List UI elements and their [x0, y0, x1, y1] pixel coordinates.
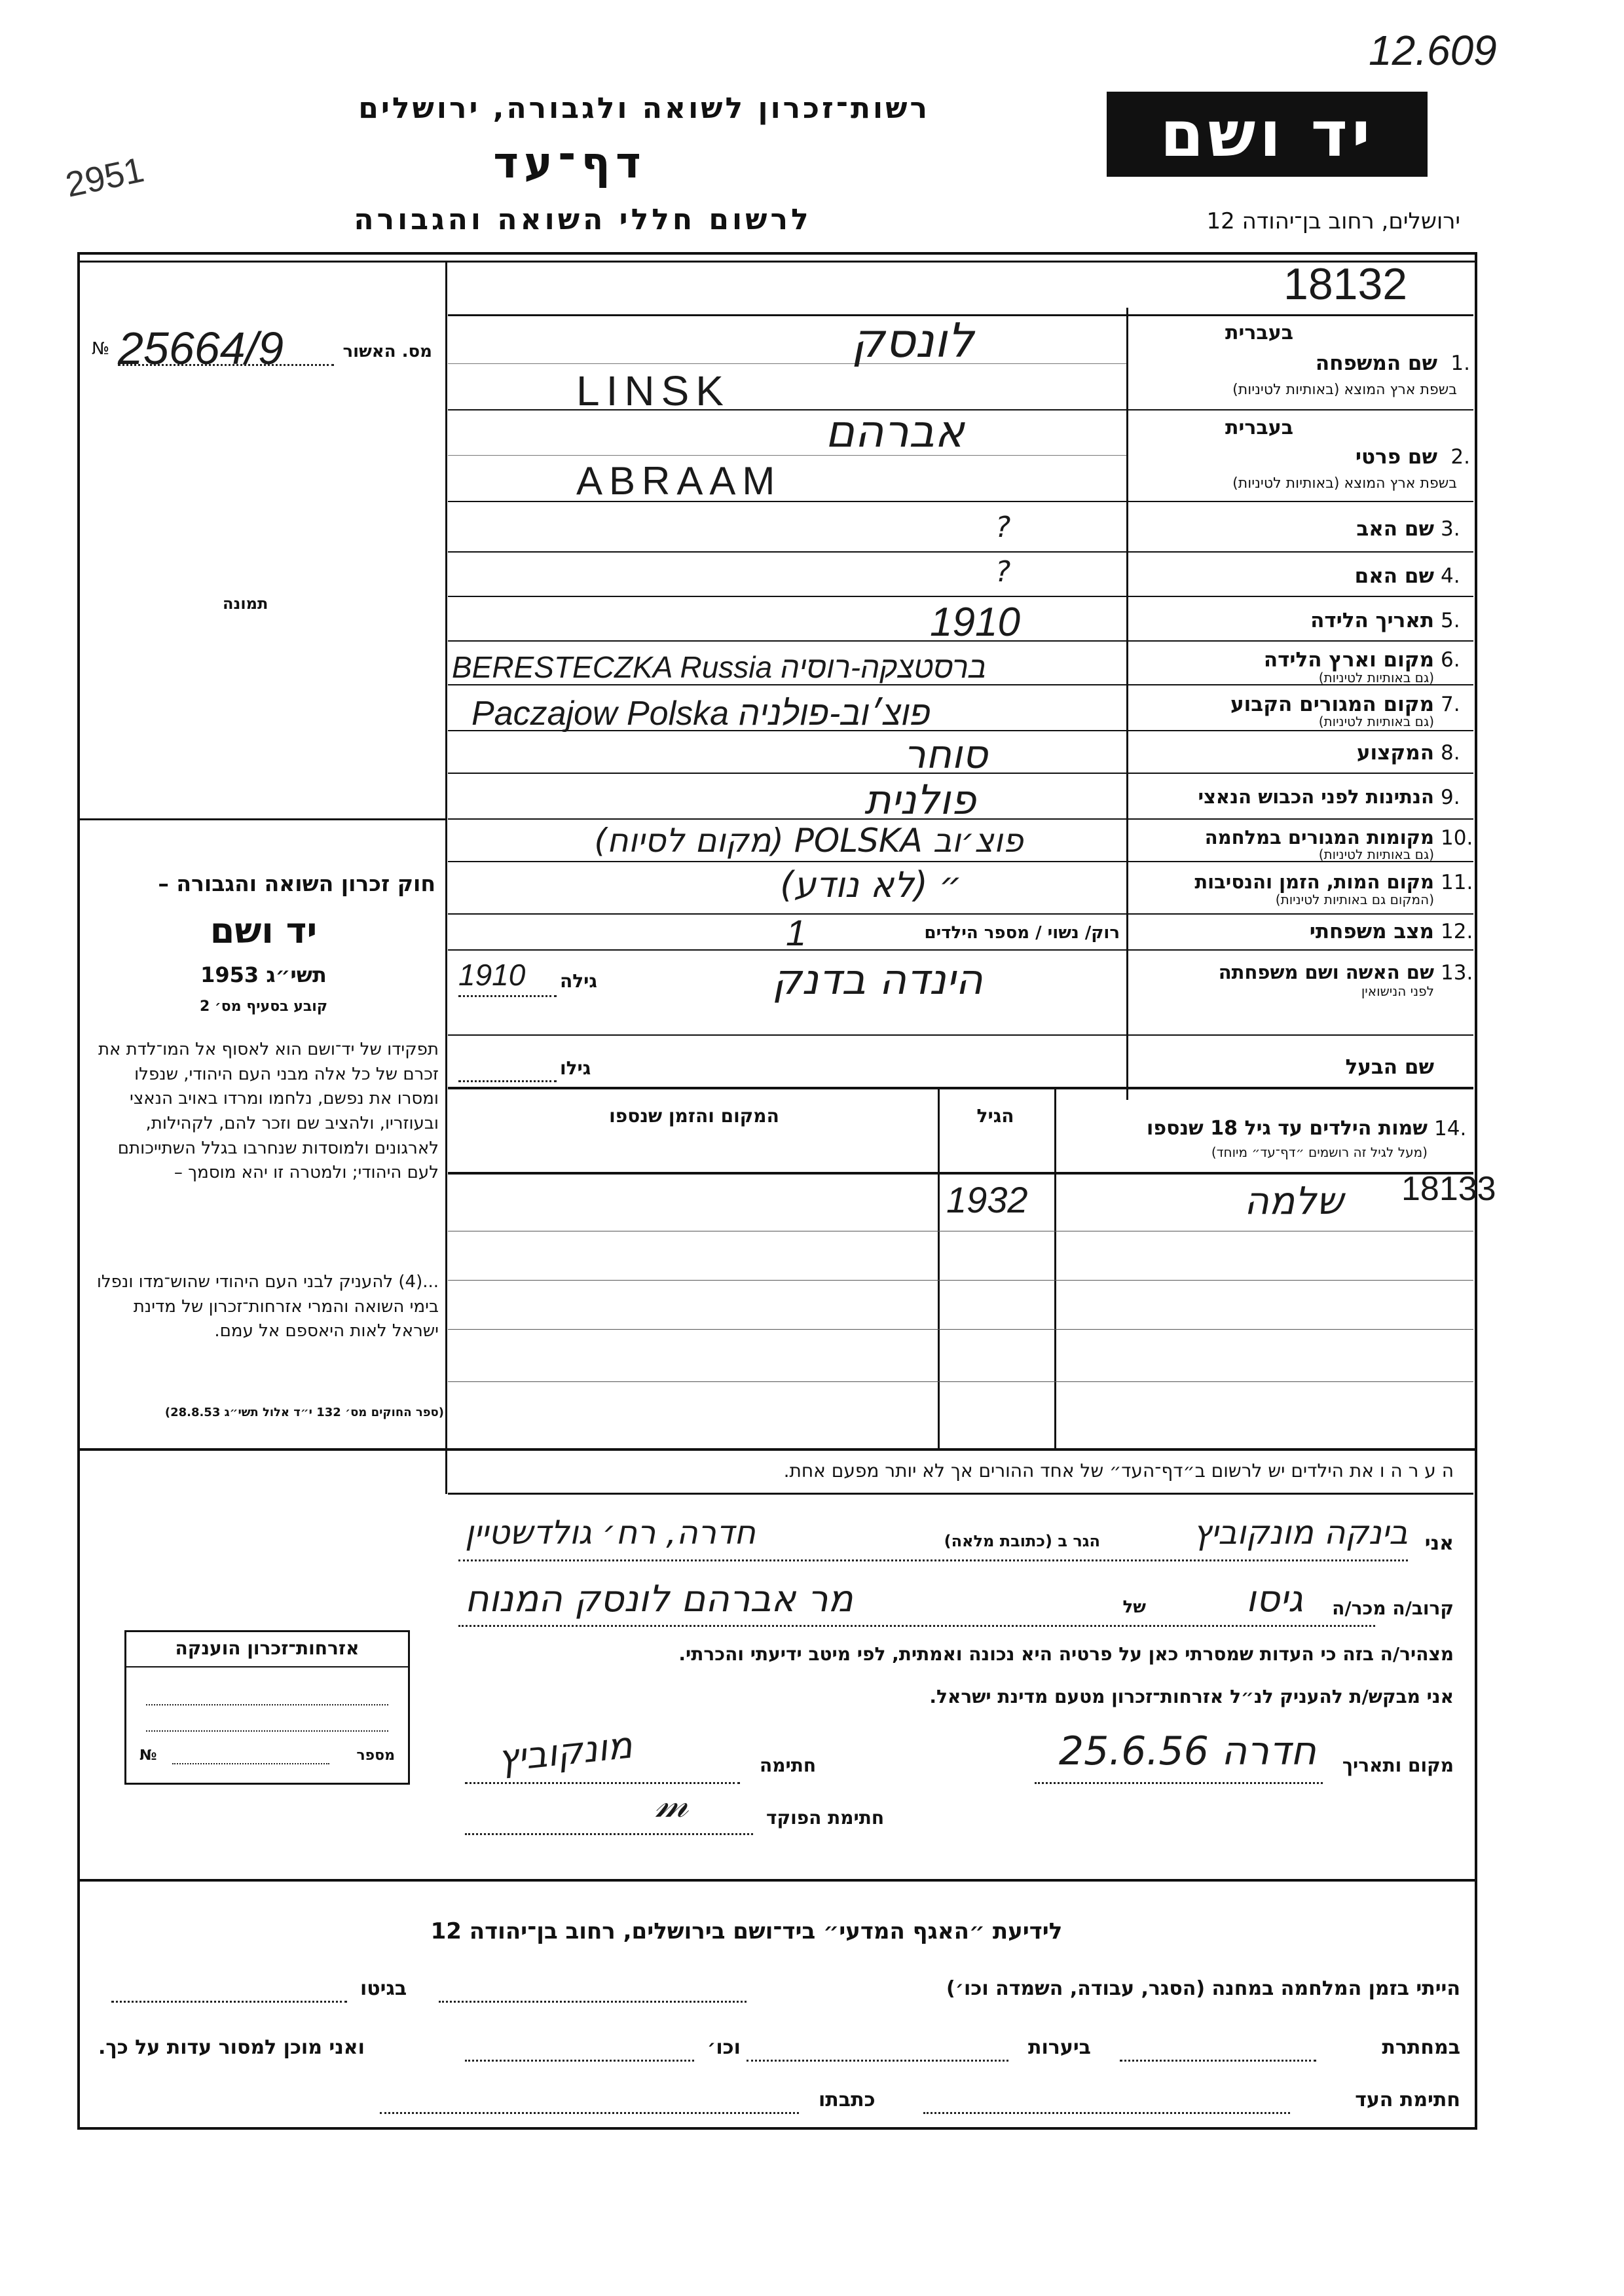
field-birth-place: מקום וארץ הלידה	[1263, 648, 1434, 672]
value-wartime-residence[interactable]: פוצ׳וב POLSKA (מקום לסיוח)	[594, 822, 1024, 860]
place-date-row	[458, 1724, 1454, 1787]
declarant-line-1	[458, 1514, 1454, 1565]
field-occupation: המקצוע	[1356, 741, 1434, 765]
field-father-name: שם האב	[1356, 517, 1434, 541]
margin-number: 2951	[62, 150, 148, 205]
sheet-number: 18132	[1283, 259, 1408, 309]
marital-status-options: רוק/ נשוי / מספר הילדים	[924, 923, 1120, 943]
law-reference: (ספר החוקים מס׳ 132 י״ד אלול תשי״ג 28.8.53)	[164, 1406, 444, 1419]
field-birth-date: תאריך הלידה	[1310, 609, 1434, 632]
approval-prefix: №	[92, 339, 110, 359]
field-citizenship: הנתינות לפני הכבוש הנאצי	[1198, 786, 1434, 808]
field-number: 8.	[1441, 741, 1460, 765]
field-number: 6.	[1441, 648, 1460, 672]
declarant-address-label: הגר ב (כתובת מלאה)	[944, 1532, 1100, 1550]
field-mother-name: שם האם	[1354, 564, 1434, 588]
footer-camp-label: הייתי בזמן המלחמה במחנה (הסגר, עבודה, השמדה וכו׳)	[946, 1977, 1460, 2000]
footer-forests-label: ביערות	[1028, 2036, 1091, 2059]
value-death-place[interactable]: ״ (לא נודע)	[780, 864, 962, 905]
logo-text: יד ושם	[1160, 98, 1375, 171]
signature-label: חתימה	[760, 1755, 817, 1776]
children-col-age: הגיל	[976, 1105, 1014, 1127]
value-birth-place[interactable]: BERESTECZKA Russia ברסטצקה-רוסיה	[452, 650, 987, 684]
citizenship-box	[124, 1630, 410, 1785]
field-permanent-residence: מקום המגורים הקבוע	[1230, 693, 1434, 716]
field-sublabel: (גם באותיות לטיניות)	[1318, 670, 1434, 685]
law-text-2: ...(4) להעניק לבני העם היהודי שהוש־מדו ונפלו בימי השואה והמרי אזרחות־זכרון של מדינת ישראל לאות היאספם אל עמם.	[96, 1272, 439, 1341]
law-title: חוק זכרון השואה והגבורה –	[158, 871, 435, 896]
place-date-value[interactable]: חדרה 25.6.56	[1058, 1728, 1316, 1774]
law-section: קובע בסעיף מס׳ 2	[199, 998, 328, 1015]
relation-value[interactable]: גיסו	[1246, 1578, 1303, 1620]
field-number: 7.	[1441, 693, 1460, 716]
approval-number: 25664/9	[118, 323, 284, 374]
field-sublabel: לפני הנישואין	[1361, 983, 1434, 999]
officer-signature-label: חתימת הפוקד	[766, 1807, 885, 1829]
declarant-address[interactable]: חדרה, רח׳ גולדשטיין	[465, 1514, 756, 1552]
deceased-name[interactable]: מר אברהם לונסק המנוח	[465, 1578, 853, 1620]
citizenship-box-title: אזרחות־זכרון הוענקה	[175, 1637, 360, 1659]
field-number: 10.	[1441, 826, 1473, 850]
field-family-name	[1130, 318, 1470, 409]
approval-row	[92, 323, 432, 374]
declaration-text: מצהיר/ה בזה כי העדות שמסרתי כאן על פרטיה היא נכונה ואמתית, לפי מיטב ידיעתי והכרתי.	[678, 1643, 1454, 1665]
value-permanent-residence[interactable]: Paczajow Polska פוצ׳וב-פולניה	[471, 695, 931, 733]
form-frame-top-inner	[77, 261, 1475, 263]
relation-of-label: של	[1122, 1597, 1146, 1617]
field-label: שם פרטי	[1355, 445, 1437, 469]
children-subtitle: (מעל לגיל זה רושמים ״דף־עד״ מיוחד)	[1211, 1144, 1428, 1160]
value-first-name-he[interactable]: אברהם	[825, 406, 965, 458]
value-occupation[interactable]: סוחר	[904, 732, 988, 778]
approval-label: מס. האשור	[342, 342, 432, 361]
field-first-name	[1130, 412, 1470, 501]
law-year: תשי״ג 1953	[200, 962, 327, 987]
field-lang: בעברית	[1225, 321, 1293, 344]
value-wife-age[interactable]: 1910	[458, 958, 526, 992]
value-children-count[interactable]: 1	[786, 912, 807, 953]
wife-age-label: גילה	[560, 970, 597, 992]
declarant-name[interactable]: בינקה מונקוביץ	[1193, 1514, 1408, 1552]
value-wife-name[interactable]: הינדה בדנק	[772, 956, 983, 1004]
field-number: 14.	[1434, 1117, 1467, 1140]
footer-line-3	[98, 2088, 1460, 2128]
officer-signature[interactable]: 𝓂	[655, 1781, 688, 1827]
footer-notice: לידיעת ״האגף המדעי״ ביד־ושם בירושלים, רחוב בן־יהודה 12	[430, 1918, 1063, 1944]
field-number: 3.	[1441, 517, 1460, 541]
law-text-1: תפקידו של יד־ושם הוא לאסוף אל המו־לדת את זכרם של כל אלה מבני העם היהודי, שנפלו ומסרו את נפשם, נלחמו ומרדו באויב הנאצי ובעוזריו, ולהציב שם וזכר להם, לקהילות, לארגונים ולמוסדות שנחרבו בגלל השתייכותם לעם היהודי; ולמטרה זו יהא מוסמך –	[98, 1040, 439, 1183]
field-sublabel: (גם באותיות לטיניות)	[1318, 847, 1434, 862]
yad-vashem-logo	[1107, 92, 1428, 177]
authority-title: רשות־זכרון לשואה ולגבורה, ירושלים	[358, 92, 930, 125]
footer-line-1	[98, 1971, 1460, 2010]
footer-underground-label: במחתרת	[1382, 2036, 1460, 2059]
photo-label: תמונה	[223, 594, 268, 613]
field-label: שם המשפחה	[1315, 352, 1437, 375]
footer-witness-signature-label: חתימת העד	[1355, 2088, 1460, 2111]
footer-address-label: כתבתו	[819, 2088, 876, 2111]
footer-etc-label: וכו׳	[707, 2036, 741, 2059]
field-marital-status: מצב משפחתי	[1309, 920, 1434, 943]
field-husband-name: שם הבעל	[1345, 1055, 1434, 1079]
field-number: 1.	[1450, 352, 1470, 375]
field-number: 9.	[1441, 786, 1460, 809]
value-first-name-latin[interactable]: ABRAAM	[576, 459, 782, 503]
field-wife-name: שם האשה ושם משפחתה	[1218, 961, 1434, 983]
field-wartime-residence: מקומות המגורים במלחמה	[1204, 826, 1434, 848]
children-col-place: המקום והזמן שנספו	[609, 1105, 779, 1127]
value-family-name-latin[interactable]: LINSK	[576, 367, 730, 414]
value-father-name[interactable]: ?	[995, 511, 1011, 544]
declarant-line-2	[458, 1578, 1454, 1630]
relation-label: קרוב/ה מכר/ה	[1332, 1597, 1454, 1619]
form-note: ה ע ר ה ו את הילדים יש לרשום ב״דף־העד״ של אחד ההורים אך לא יותר מפעם אחת.	[783, 1460, 1454, 1482]
field-sublabel: (גם באותיות לטיניות)	[1318, 714, 1434, 729]
value-mother-name[interactable]: ?	[995, 555, 1011, 589]
citizenship-number-label: מספר	[356, 1747, 395, 1764]
footer-testimony-label: ואני מוכן למסור עדות על כך.	[98, 2036, 365, 2059]
declarant-prefix: אני	[1424, 1532, 1454, 1555]
field-sublabel: (המקום גם באותיות לטיניות)	[1275, 892, 1434, 907]
declarant-signature[interactable]: מונקוביץ	[496, 1724, 635, 1781]
citizenship-number-prefix: №	[139, 1747, 157, 1764]
field-number: 5.	[1441, 609, 1460, 632]
field-lang: בעברית	[1225, 416, 1293, 439]
citizenship-request: אני מבקש/ת להעניק לנ״ל אזרחות־זכרון מטעם מדינת ישראל.	[929, 1686, 1454, 1707]
child-record-number: 18133	[1401, 1170, 1496, 1208]
field-number: 4.	[1441, 564, 1460, 588]
field-number: 13.	[1441, 961, 1473, 985]
field-death-place: מקום המות, הזמן והנסיבות	[1194, 871, 1434, 893]
field-sublabel: בשפת ארץ המוצא (באותיות לטיניות)	[1232, 382, 1457, 398]
footer-ghetto-label: בגיטו	[360, 1977, 407, 2000]
child-age[interactable]: 1932	[946, 1179, 1028, 1220]
husband-age-label: גילו	[560, 1057, 591, 1079]
field-number: 2.	[1450, 445, 1470, 469]
value-citizenship[interactable]: פולנית	[864, 776, 976, 824]
field-sublabel: בשפת ארץ המוצא (באותיות לטיניות)	[1232, 475, 1457, 492]
stamp-number: 12.609	[1369, 27, 1497, 74]
child-name[interactable]: שלמה	[1244, 1178, 1344, 1223]
law-name: יד ושם	[210, 910, 318, 951]
footer-line-2	[98, 2030, 1460, 2069]
value-birth-date[interactable]: 1910	[930, 600, 1020, 645]
value-family-name-he[interactable]: לונסק	[851, 313, 974, 368]
field-number: 12.	[1441, 920, 1473, 943]
address: ירושלים, רחוב בן־יהודה 12	[1206, 208, 1460, 234]
form-subtitle: לרשום חללי השואה והגבורה	[354, 203, 812, 236]
children-title: שמות הילדים עד גיל 18 שנספו	[1147, 1117, 1428, 1140]
form-title: דף־עד	[493, 137, 646, 188]
place-date-label: מקום ותאריך	[1342, 1755, 1454, 1776]
field-number: 11.	[1441, 871, 1473, 894]
officer-signature-row	[458, 1781, 1454, 1840]
